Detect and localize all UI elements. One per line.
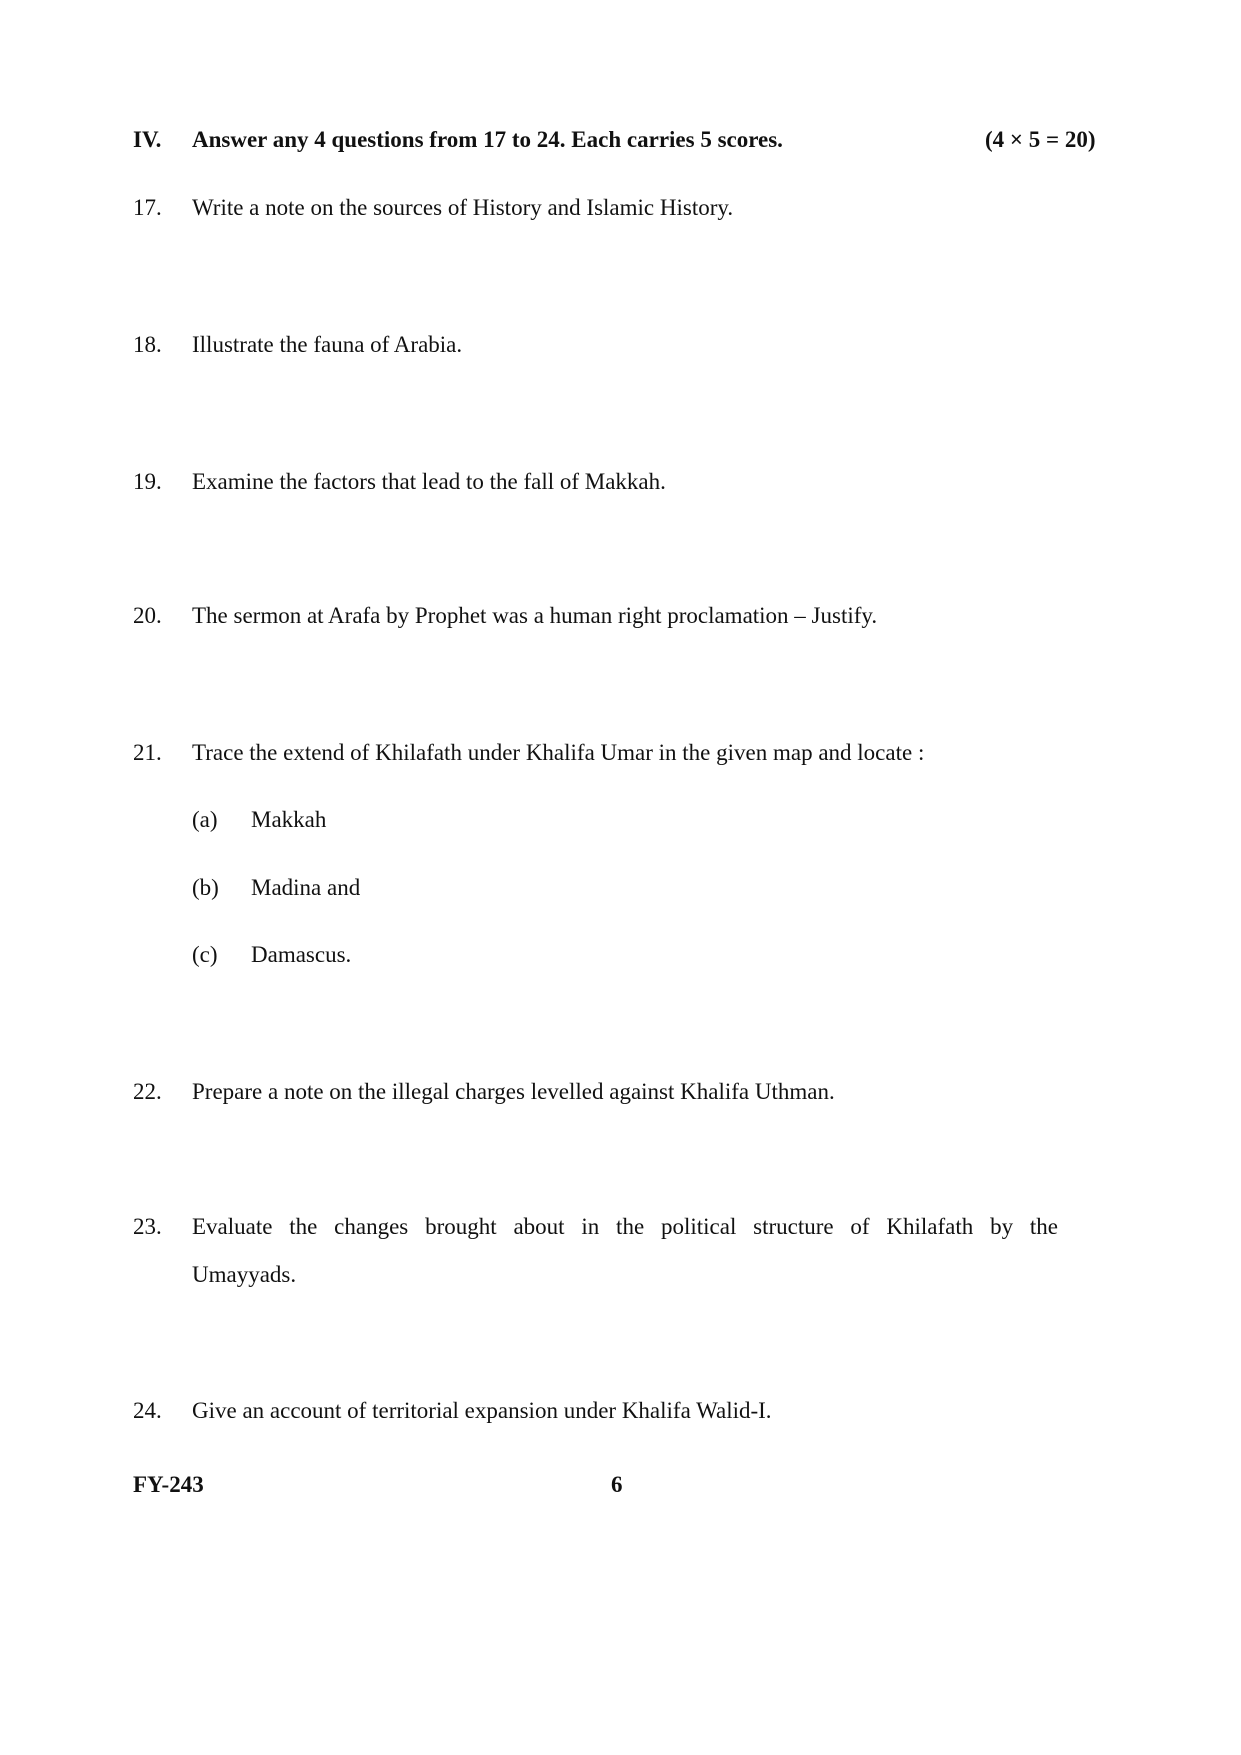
- question-text: The sermon at Arafa by Prophet was a human right proclamation – Justify.: [192, 603, 878, 628]
- question-text: Prepare a note on the illegal charges levelled against Khalifa Uthman.: [192, 1079, 835, 1104]
- subpart-text: Madina and: [251, 875, 361, 900]
- subpart-letter: (a): [192, 807, 218, 832]
- question-number: 19.: [133, 469, 162, 494]
- question-number: 18.: [133, 332, 162, 357]
- section-instruction: Answer any 4 questions from 17 to 24. Each carries 5 scores.: [192, 127, 783, 152]
- question-number: 17.: [133, 195, 162, 220]
- question-text: Illustrate the fauna of Arabia.: [192, 332, 463, 357]
- subpart-text: Damascus.: [251, 942, 352, 967]
- question-text: Write a note on the sources of History and Islamic History.: [192, 195, 734, 220]
- question-number: 23.: [133, 1214, 162, 1239]
- subpart-letter: (b): [192, 875, 219, 900]
- question-text: Examine the factors that lead to the fall of Makkah.: [192, 469, 666, 494]
- question-text: Trace the extend of Khilafath under Khalifa Umar in the given map and locate :: [192, 740, 925, 765]
- question-text: Give an account of territorial expansion under Khalifa Walid-I.: [192, 1398, 772, 1423]
- question-number: 24.: [133, 1398, 162, 1423]
- question-number: 22.: [133, 1079, 162, 1104]
- question-number: 21.: [133, 740, 162, 765]
- section-marks: (4 × 5 = 20): [985, 127, 1096, 152]
- question-text-continued: Umayyads.: [192, 1262, 297, 1287]
- question-number: 20.: [133, 603, 162, 628]
- paper-code: FY-243: [133, 1472, 204, 1497]
- subpart-letter: (c): [192, 942, 218, 967]
- page-number: 6: [611, 1472, 623, 1497]
- question-text: Evaluate the changes brought about in the political structure of Khilafath by the: [192, 1214, 1058, 1239]
- section-number: IV.: [133, 127, 162, 152]
- subpart-text: Makkah: [251, 807, 327, 832]
